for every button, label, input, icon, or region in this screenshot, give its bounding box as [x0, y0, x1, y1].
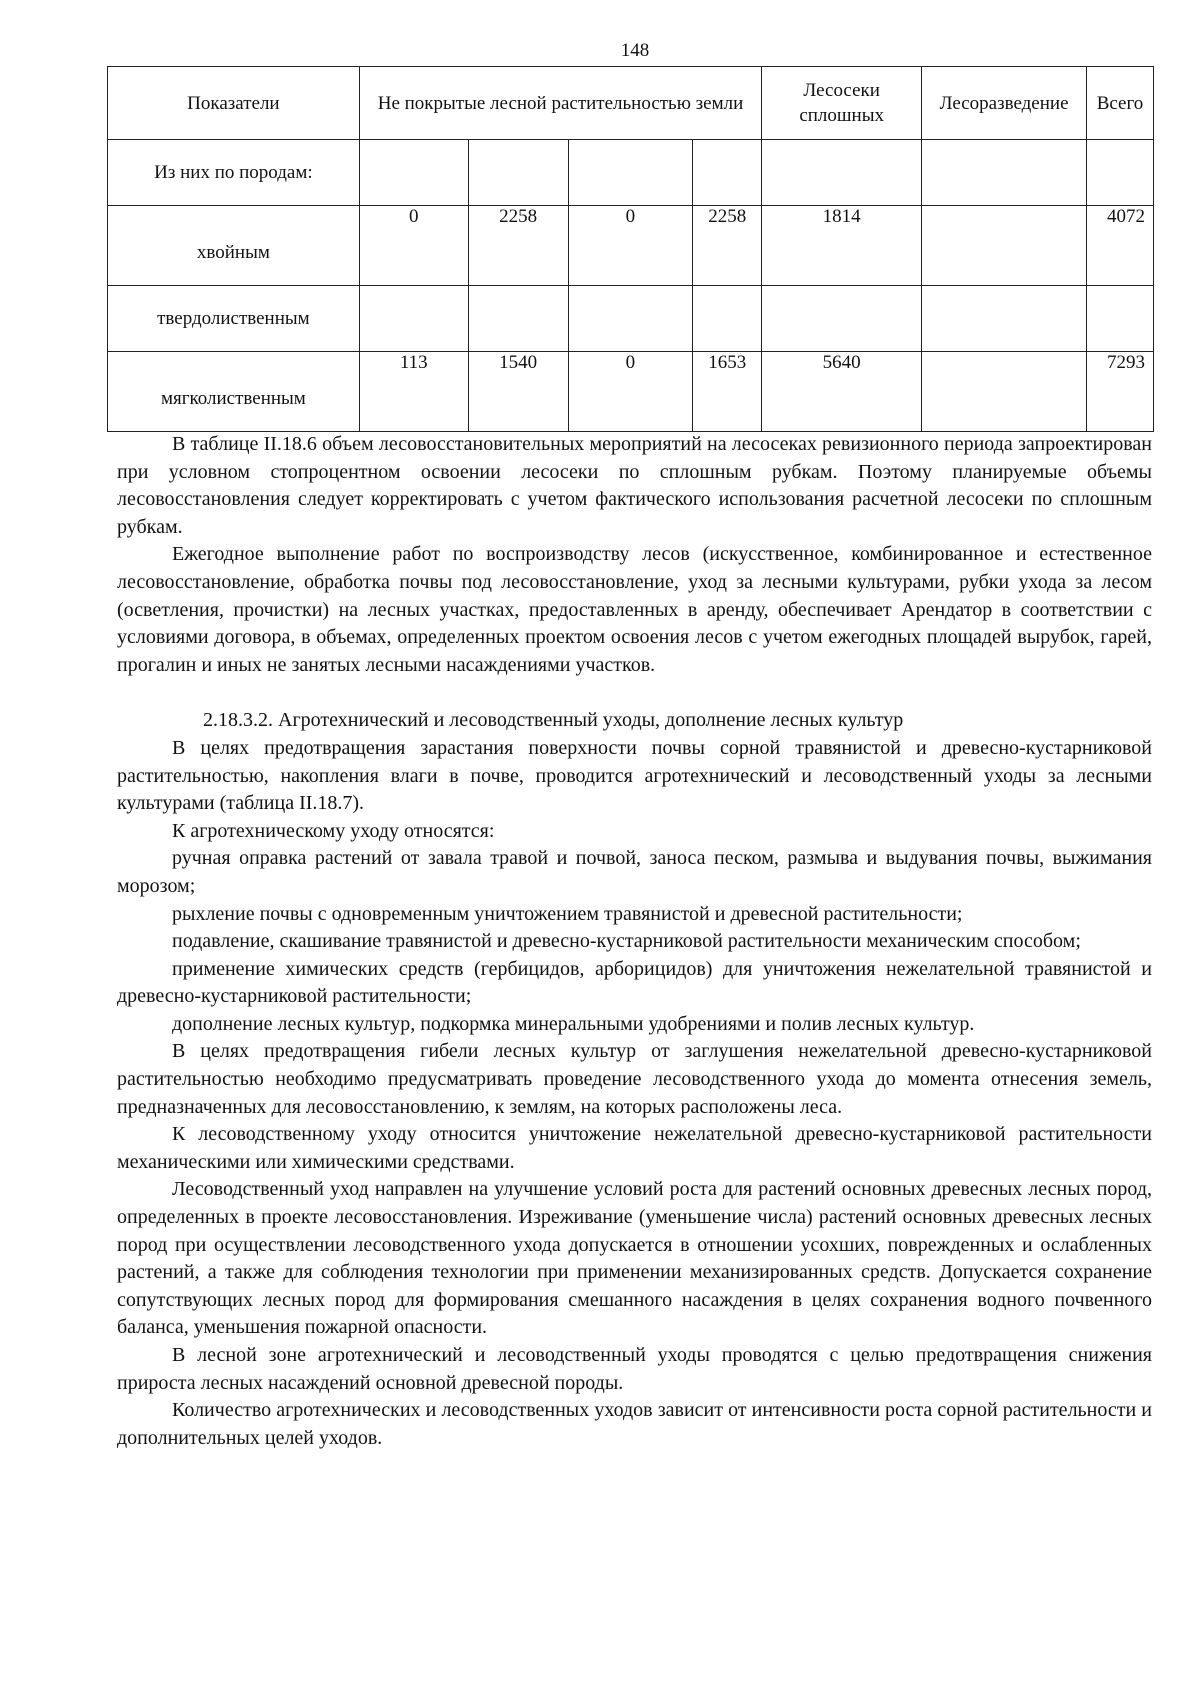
table-cell: [693, 286, 762, 352]
table-cell: [359, 286, 468, 352]
table-cell: 0: [568, 352, 693, 432]
section-heading: 2.18.3.2. Агротехнический и лесоводственный уходы, дополнение лесных культур: [203, 709, 904, 732]
table-cell: 1540: [468, 352, 568, 432]
table-cell: [1087, 286, 1154, 352]
paragraph: В целях предотвращения зарастания поверхности почвы сорной травянистой и древесно-кустарниковой растительностью, накопления влаги в почве, проводится агротехнический и лесоводственный уходы за лесными культурами (таблица II.18.7).: [117, 736, 1152, 815]
table-cell: 2258: [693, 206, 762, 286]
table-cell: [568, 286, 693, 352]
table-cell: 7293: [1087, 352, 1154, 432]
header-indicators: Показатели: [108, 67, 360, 140]
list-item: дополнение лесных культур, подкормка минеральными удобрениями и полив лесных культур.: [172, 1012, 975, 1035]
list-item: рыхление почвы с одновременным уничтожением травянистой и древесной растительности;: [172, 902, 963, 925]
list-item: подавление, скашивание травянистой и древесно-кустарниковой растительности механическим способом;: [172, 930, 1081, 953]
table-cell: [468, 286, 568, 352]
page-number: 148: [620, 40, 650, 61]
reforestation-table: [107, 66, 1154, 432]
table-cell: [922, 352, 1087, 432]
table-cell: 4072: [1087, 206, 1154, 286]
table-cell: [762, 286, 922, 352]
row-label: Из них по породам:: [108, 140, 360, 206]
table-cell: 5640: [762, 352, 922, 432]
table-row: [108, 352, 1154, 432]
table-cell: 2258: [468, 206, 568, 286]
paragraph: Ежегодное выполнение работ по воспроизводству лесов (искусственное, комбинированное и естественное лесовосстановление, обработка почвы под лесовосстановление, уход за лесными культурами, рубки ухода за лесом (осветления, прочистки) на лесных участках, предоставленных в аренду, обеспечивает Арендатор в соответствии с условиями договора, в объемах, определенных проектом освоения лесов с учетом ежегодных площадей вырубок, гарей, прогалин и иных не занятых лесными насаждениями участков.: [117, 543, 1152, 676]
table-cell: 1653: [693, 352, 762, 432]
header-afforestation: Лесоразведение: [922, 67, 1087, 140]
table-cell: [922, 286, 1087, 352]
paragraph: К агротехническому уходу относятся:: [172, 819, 495, 842]
table-header-row: [108, 67, 1154, 140]
table-cell: [922, 140, 1087, 206]
row-label: мягколиственным: [108, 352, 360, 432]
table-cell: 0: [359, 206, 468, 286]
paragraph: К лесоводственному уходу относится уничтожение нежелательной древесно-кустарниковой растительности механическими или химическими средствами.: [117, 1123, 1152, 1173]
table-cell: [922, 206, 1087, 286]
table-cell: [693, 140, 762, 206]
paragraph: В лесной зоне агротехнический и лесоводственный уходы проводятся с целью предотвращения снижения прироста лесных насаждений основной древесной породы.: [117, 1344, 1152, 1394]
table-row: [108, 140, 1154, 206]
header-clearcuts: Лесосеки сплошных: [762, 67, 922, 140]
header-non-forested: Не покрытые лесной растительностью земли: [359, 67, 761, 140]
table-cell: [1087, 140, 1154, 206]
paragraph: Лесоводственный уход направлен на улучшение условий роста для растений основных древесных лесных пород, определенных в проекте лесовосстановления. Изреживание (уменьшение числа) растений основных древесных лесных пород при осуществлении лесоводственного ухода допускается в отношении усохших, поврежденных и ослабленных растений, а также для соблюдения технологии при применении механизированных средств. Допускается сохранение сопутствующих лесных пород для формирования смешанного насаждения в целях сохранения водного почвенного баланса, уменьшения пожарной опасности.: [117, 1178, 1152, 1339]
row-label: твердолиственным: [108, 286, 360, 352]
table-cell: [568, 140, 693, 206]
paragraph: В таблице II.18.6 объем лесовосстановительных мероприятий на лесосеках ревизионного периода запроектирован при условном стопроцентном освоении лесосеки по сплошным рубкам. Поэтому планируемые объемы лесовосстановления следует корректировать с учетом фактического использования расчетной лесосеки по сплошным рубкам.: [117, 433, 1152, 538]
table-cell: [359, 140, 468, 206]
row-label: хвойным: [108, 206, 360, 286]
table-row: [108, 206, 1154, 286]
list-item: применение химических средств (гербицидов, арборицидов) для уничтожения нежелательной травянистой и древесно-кустарниковой растительности;: [117, 957, 1152, 1008]
list-item: ручная оправка растений от завала травой и почвой, заноса песком, размыва и выдувания почвы, выжимания морозом;: [117, 847, 1152, 897]
table-cell: 113: [359, 352, 468, 432]
table-cell: 0: [568, 206, 693, 286]
table-row: [108, 286, 1154, 352]
header-total: Всего: [1087, 67, 1154, 140]
table-cell: [468, 140, 568, 206]
paragraph: В целях предотвращения гибели лесных культур от заглушения нежелательной древесно-кустарниковой растительностью необходимо предусматривать проведение лесоводственного ухода до момента отнесения земель, предназначенных для лесовосстановлению, к землям, на которых расположены леса.: [117, 1040, 1152, 1118]
document-body: [117, 431, 1152, 1452]
table-cell: 1814: [762, 206, 922, 286]
paragraph: Количество агротехнических и лесоводственных уходов зависит от интенсивности роста сорной растительности и дополнительных целей уходов.: [117, 1399, 1152, 1449]
table-cell: [762, 140, 922, 206]
